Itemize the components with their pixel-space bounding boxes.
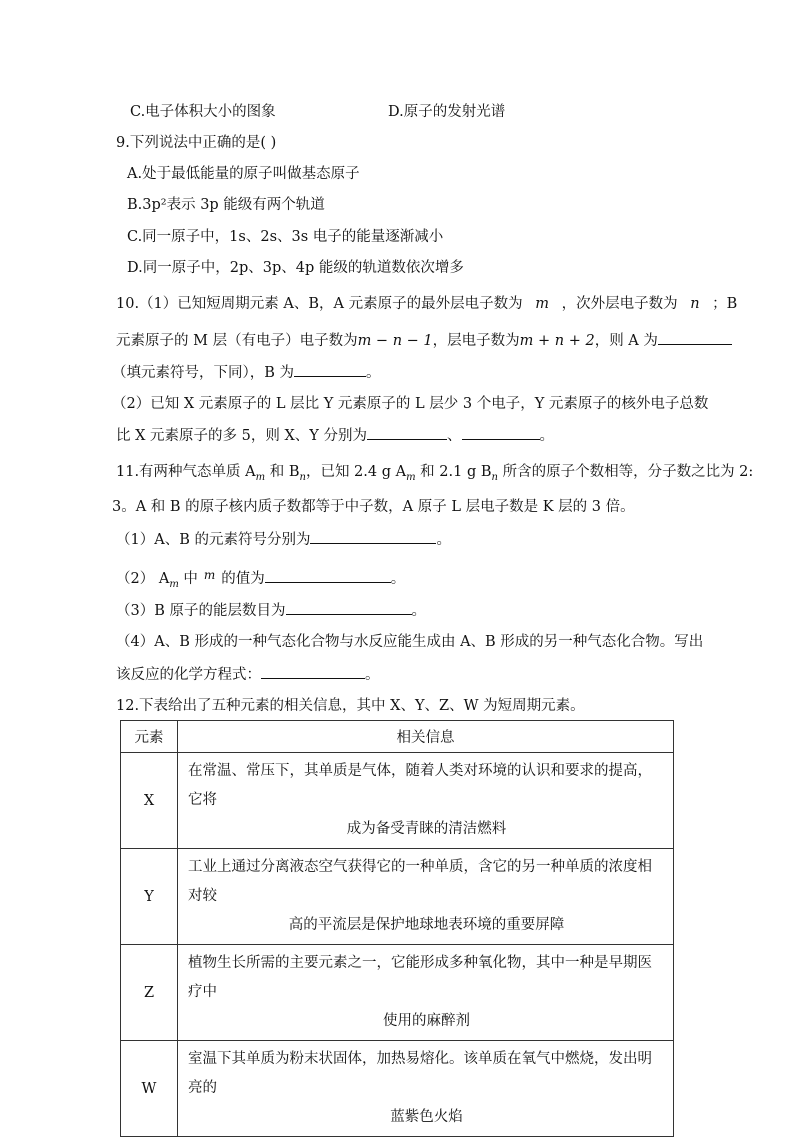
q11-blank-2[interactable] <box>265 568 391 583</box>
q10-text: ；B <box>712 296 738 312</box>
table-row <box>121 849 674 945</box>
q10-line2 <box>116 330 732 351</box>
q11-sub-n: n <box>491 471 498 483</box>
table-row <box>121 753 674 849</box>
q10-text: （填元素符号，下同），B 为 <box>112 365 295 381</box>
q10-line4: （2）已知 X 元素原子的 L 层比 Y 元素原子的 L 层少 3 个电子，Y 元素原子的核外电子总数 <box>112 396 709 412</box>
element-info-table <box>120 720 674 1137</box>
table-header-element: 元素 <box>121 721 178 753</box>
element-info <box>178 1041 674 1137</box>
q11-part4-line1: （4）A、B 形成的一种气态化合物与水反应能生成由 A、B 形成的另一种气态化合物。写出 <box>116 634 704 650</box>
element-info <box>178 753 674 849</box>
q8-option-d: D.原子的发射光谱 <box>388 104 506 120</box>
q11-text: 。 <box>365 667 380 683</box>
q11-sub-m: m <box>169 578 179 590</box>
q10-blank-x[interactable] <box>367 425 447 440</box>
q9-option-a: A.处于最低能量的原子叫做基态原子 <box>127 166 360 182</box>
q11-text: ，已知 2.4 g A <box>305 464 407 480</box>
q11-text: 所含的原子个数相等，分子数之比为 2: <box>497 464 754 480</box>
q10-text: ，层电子数为 <box>432 333 520 349</box>
q11-text: 。 <box>390 571 406 587</box>
q11-line1 <box>116 462 753 488</box>
q10-text: 10.（1）已知短周期元素 A、B，A 元素原子的最外层电子数为 <box>116 296 523 312</box>
q11-text: 和 B <box>265 464 300 480</box>
q10-expr-2: m + n + 2 <box>519 333 595 349</box>
info-line: 室温下其单质为粉末状固体，加热易熔化。该单质在氧气中燃烧，发出明亮的 <box>188 1051 652 1096</box>
q9-option-b: B.3p²表示 3p 能级有两个轨道 <box>127 197 325 213</box>
q8-option-c: C.电子体积大小的图象 <box>130 104 276 120</box>
table-header-row <box>121 721 674 753</box>
q11-text: 中 <box>178 571 198 587</box>
info-line: 成为备受青睐的清洁燃料 <box>346 821 507 837</box>
q9-option-c: C.同一原子中，1s、2s、3s 电子的能量逐渐减小 <box>127 229 444 245</box>
q10-expr-1: m − n − 1 <box>357 333 433 349</box>
element-symbol: W <box>121 1041 178 1137</box>
q10-blank-a[interactable] <box>658 330 732 345</box>
info-line: 高的平流层是保护地球地表环境的重要屏障 <box>288 917 565 933</box>
q11-part1 <box>116 529 451 550</box>
q11-line2: 3。A 和 B 的原子核内质子数都等于中子数，A 原子 L 层电子数是 K 层的 3 倍。 <box>112 499 635 515</box>
element-symbol: Z <box>121 945 178 1041</box>
q11-sub-m: m <box>255 471 266 483</box>
q10-text: 、 <box>447 428 462 444</box>
q10-text: 。 <box>366 365 381 381</box>
q10-line3 <box>112 362 381 383</box>
q11-text: 的值为 <box>221 571 265 587</box>
q11-var-m: m <box>203 568 216 582</box>
element-info <box>178 849 674 945</box>
element-symbol: Y <box>121 849 178 945</box>
q11-text: 。 <box>436 532 451 548</box>
info-line: 使用的麻醉剂 <box>383 1013 470 1029</box>
q11-part3 <box>116 600 426 621</box>
element-info <box>178 945 674 1041</box>
q11-part2 <box>116 565 405 595</box>
q11-blank-4[interactable] <box>261 664 365 679</box>
q10-blank-b[interactable] <box>294 362 366 377</box>
q10-blank-y[interactable] <box>462 425 540 440</box>
q10-text: 比 X 元素原子的多 5，则 X、Y 分别为 <box>116 428 367 444</box>
q11-sub-n: n <box>299 471 306 483</box>
q10-var-n: n <box>690 296 700 312</box>
element-symbol: X <box>121 753 178 849</box>
info-line: 植物生长所需的主要元素之一，它能形成多种氧化物，其中一种是早期医疗中 <box>188 955 652 1000</box>
q11-text: 。 <box>411 603 426 619</box>
q11-part4-line2 <box>116 664 380 685</box>
q11-blank-3[interactable] <box>286 600 412 615</box>
q11-text: 11.有两种气态单质 A <box>116 464 256 480</box>
q11-text: （1）A、B 的元素符号分别为 <box>116 532 311 548</box>
q11-text: （3）B 原子的能层数目为 <box>116 603 286 619</box>
q10-line1 <box>116 294 737 314</box>
q10-text: ，次外层电子数为 <box>561 296 678 312</box>
q9-option-d: D.同一原子中，2p、3p、4p 能级的轨道数依次增多 <box>127 260 464 276</box>
q9-stem: 9.下列说法中正确的是( ) <box>116 135 277 151</box>
q10-line5 <box>116 425 554 446</box>
info-line: 工业上通过分离液态空气获得它的一种单质，含它的另一种单质的浓度相对较 <box>188 859 652 904</box>
q11-text: 该反应的化学方程式： <box>116 667 261 683</box>
q11-blank-1[interactable] <box>310 529 436 544</box>
q10-text: 。 <box>539 428 554 444</box>
q10-var-m: m <box>535 296 549 312</box>
table-row <box>121 1041 674 1137</box>
table-header-info: 相关信息 <box>178 721 674 753</box>
q11-text: （2） A <box>116 571 170 587</box>
q10-text: ，则 A 为 <box>594 333 658 349</box>
info-line: 在常温、常压下，其单质是气体，随着人类对环境的认识和要求的提高，它将 <box>188 763 652 808</box>
q11-sub-m: m <box>406 471 416 483</box>
info-line: 蓝紫色火焰 <box>390 1109 463 1125</box>
q10-text: 元素原子的 M 层（有电子）电子数为 <box>116 333 358 349</box>
table-row <box>121 945 674 1041</box>
q12-stem: 12.下表给出了五种元素的相关信息，其中 X、Y、Z、W 为短周期元素。 <box>116 698 585 714</box>
q11-text: 和 2.1 g B <box>415 464 492 480</box>
